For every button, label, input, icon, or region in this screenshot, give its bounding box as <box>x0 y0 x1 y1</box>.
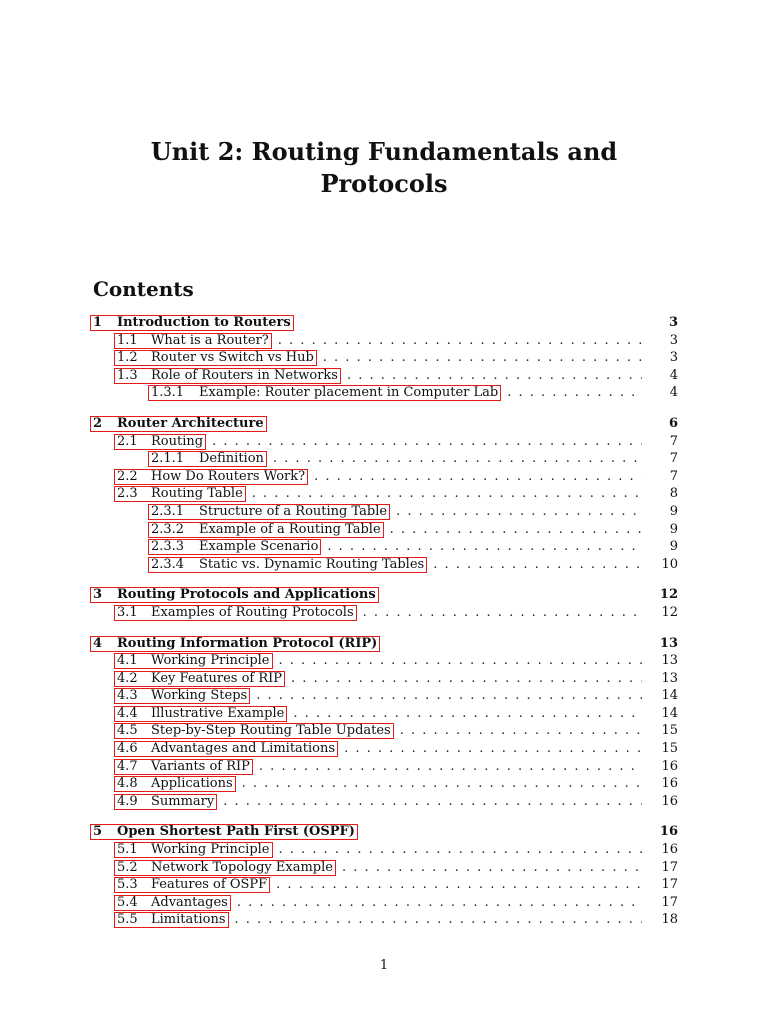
toc-entry-title: Key Features of RIP <box>151 670 283 686</box>
toc-entry-page: 15 <box>661 741 678 757</box>
toc-link[interactable] <box>114 333 272 349</box>
toc-entry-title: Routing Protocols and Applications <box>117 587 376 603</box>
toc-entry-number: 2 <box>93 415 103 431</box>
toc-entry-title: Introduction to Routers <box>117 315 291 330</box>
toc-entry-number: 4.6 <box>117 741 138 757</box>
toc-entry-page: 3 <box>669 350 678 366</box>
toc-entry-page: 7 <box>669 433 678 449</box>
toc-entry-title: Limitations <box>151 912 226 928</box>
toc-dot-leader <box>242 776 642 791</box>
toc-entry-number: 2.3.3 <box>151 539 185 555</box>
toc-dot-leader <box>212 434 642 449</box>
toc-link[interactable] <box>148 385 501 401</box>
toc-entry-number: 2.3 <box>117 486 138 502</box>
toc-entry-title: How Do Routers Work? <box>151 468 306 484</box>
toc-entry-number: 1 <box>93 315 103 330</box>
toc-subsection-entry <box>90 368 678 386</box>
toc-link[interactable] <box>114 895 231 911</box>
toc-entry-title: Router vs Switch vs Hub <box>151 350 314 366</box>
toc-entry-title: Role of Routers in Networks <box>151 367 338 383</box>
toc-entry-page: 6 <box>668 415 678 431</box>
toc-dot-leader <box>237 895 642 910</box>
toc-entry-number: 5 <box>93 824 103 840</box>
toc-entry-title: Router Architecture <box>117 415 264 431</box>
toc-entry-title: Working Principle <box>151 842 270 858</box>
toc-entry-title: Variants of RIP <box>151 758 250 774</box>
toc-subsection-entry <box>90 759 678 777</box>
toc-entry-title: Summary <box>151 793 215 809</box>
toc-entry-number: 1.3.1 <box>151 385 185 401</box>
toc-link[interactable] <box>114 706 287 722</box>
toc-dot-leader <box>344 741 642 756</box>
toc-section-entry <box>90 824 678 842</box>
toc-entry-title: Structure of a Routing Table <box>199 503 388 519</box>
toc-link[interactable] <box>148 504 390 520</box>
toc-link[interactable] <box>114 653 273 669</box>
toc-link[interactable] <box>90 416 267 432</box>
toc-link[interactable] <box>114 368 341 384</box>
toc-entry-page: 13 <box>661 670 678 686</box>
toc-dot-leader <box>390 522 642 537</box>
toc-subsection-entry <box>90 504 678 522</box>
toc-link[interactable] <box>114 671 285 687</box>
toc-entry-number: 4.1 <box>117 653 138 669</box>
toc-section-entry <box>90 315 678 333</box>
toc-entry-title: Working Principle <box>151 653 270 669</box>
toc-entry-number: 4.4 <box>117 705 138 721</box>
toc-entry-page: 13 <box>659 635 678 651</box>
toc-entry-title: Definition <box>199 451 264 467</box>
toc-subsection-entry <box>90 333 678 351</box>
toc-entry-page: 9 <box>669 503 678 519</box>
toc-entry-number: 1.3 <box>117 367 138 383</box>
toc-dot-leader <box>433 557 642 572</box>
toc-link[interactable] <box>114 794 217 810</box>
toc-entry-number: 5.5 <box>117 912 138 928</box>
toc-entry-page: 13 <box>661 653 678 669</box>
toc-entry-page: 9 <box>669 521 678 537</box>
toc-dot-leader <box>347 368 642 383</box>
toc-subsection-entry <box>90 895 678 913</box>
toc-link[interactable] <box>114 842 273 858</box>
toc-entry-number: 4.5 <box>117 723 138 739</box>
document-title-line-2: Protocols <box>320 169 448 198</box>
toc-dot-leader <box>279 653 643 668</box>
toc-subsection-entry <box>90 842 678 860</box>
toc-entry-number: 2.3.1 <box>151 503 185 519</box>
toc-entry-title: Routing Table <box>151 486 243 502</box>
toc-subsection-entry <box>90 434 678 452</box>
toc-entry-title: Example: Router placement in Computer Lab <box>199 385 499 401</box>
toc-dot-leader <box>252 486 642 501</box>
toc-entry-page: 16 <box>661 842 678 858</box>
contents-heading: Contents <box>93 277 194 301</box>
toc-dot-leader <box>363 605 642 620</box>
toc-link[interactable] <box>148 522 384 538</box>
toc-link[interactable] <box>90 587 379 603</box>
toc-subsection-entry <box>90 688 678 706</box>
toc-subsection-entry <box>90 350 678 368</box>
toc-entry-page: 17 <box>661 877 678 893</box>
toc-entry-title: Network Topology Example <box>151 859 333 875</box>
toc-subsection-entry <box>90 723 678 741</box>
toc-entry-page: 9 <box>669 539 678 555</box>
toc-entry-page: 16 <box>661 776 678 792</box>
toc-subsection-entry <box>90 653 678 671</box>
toc-entry-title: Working Steps <box>151 688 248 704</box>
toc-entry-title: Static vs. Dynamic Routing Tables <box>199 556 425 572</box>
toc-link[interactable] <box>114 486 246 502</box>
toc-entry-number: 2.2 <box>117 468 138 484</box>
toc-dot-leader <box>314 469 642 484</box>
toc-entry-title: Examples of Routing Protocols <box>151 604 354 620</box>
toc-entry-number: 3.1 <box>117 604 138 620</box>
toc-link[interactable] <box>90 824 358 840</box>
toc-entry-page: 3 <box>669 332 678 348</box>
toc-entry-page: 10 <box>661 556 678 572</box>
toc-entry-title: Features of OSPF <box>151 877 268 893</box>
toc-dot-leader <box>327 539 642 554</box>
toc-subsection-entry <box>90 877 678 895</box>
toc-entry-page: 12 <box>659 587 678 603</box>
toc-entry-page: 7 <box>669 468 678 484</box>
toc-entry-title: Open Shortest Path First (OSPF) <box>117 824 355 840</box>
toc-link[interactable] <box>114 860 336 876</box>
toc-entry-number: 5.2 <box>117 859 138 875</box>
toc-entry-page: 4 <box>669 385 678 401</box>
toc-subsection-entry <box>90 741 678 759</box>
toc-section-entry <box>90 587 678 605</box>
toc-section-entry <box>90 416 678 434</box>
toc-entry-title: Illustrative Example <box>151 705 285 721</box>
toc-link[interactable] <box>148 539 321 555</box>
document-title-line-1: Unit 2: Routing Fundamentals and <box>150 137 618 166</box>
page-number: 1 <box>379 958 389 973</box>
toc-link[interactable] <box>114 350 317 366</box>
toc-entry-page: 7 <box>669 451 678 467</box>
toc-entry-number: 4.2 <box>117 670 138 686</box>
toc-entry-title: Advantages and Limitations <box>151 741 336 757</box>
toc-dot-leader <box>273 451 642 466</box>
toc-section-entry <box>90 636 678 654</box>
toc-entry-page: 3 <box>668 315 678 330</box>
toc-dot-leader <box>276 877 642 892</box>
toc-entry-title: Example Scenario <box>199 539 319 555</box>
toc-entry-number: 2.1.1 <box>151 451 185 467</box>
toc-dot-leader <box>278 333 642 348</box>
toc-entry-page: 8 <box>669 486 678 502</box>
toc-dot-leader <box>507 385 642 400</box>
toc-subsection-entry <box>90 776 678 794</box>
toc-entry-page: 16 <box>661 758 678 774</box>
toc-entry-page: 15 <box>661 723 678 739</box>
toc-entry-title: Step-by-Step Routing Table Updates <box>151 723 391 739</box>
toc-subsection-entry <box>90 794 678 812</box>
toc-entry-page: 4 <box>669 367 678 383</box>
toc-subsection-entry <box>90 385 678 403</box>
toc-entry-number: 2.1 <box>117 433 138 449</box>
toc-entry-title: Advantages <box>151 894 228 910</box>
toc-entry-title: Applications <box>151 776 233 792</box>
toc-dot-leader <box>400 723 642 738</box>
toc-entry-number: 4.7 <box>117 758 138 774</box>
toc-entry-page: 14 <box>661 688 678 704</box>
toc-dot-leader <box>256 688 642 703</box>
toc-link[interactable] <box>114 688 250 704</box>
toc-dot-leader <box>235 912 642 927</box>
toc-entry-page: 18 <box>661 912 678 928</box>
toc-entry-page: 14 <box>661 705 678 721</box>
toc-link[interactable] <box>114 741 338 757</box>
toc-entry-title: Example of a Routing Table <box>199 521 381 537</box>
toc-entry-title: Routing Information Protocol (RIP) <box>117 635 378 651</box>
toc-link[interactable] <box>114 605 357 621</box>
table-of-contents <box>90 315 678 930</box>
toc-dot-leader <box>293 706 642 721</box>
toc-entry-title: What is a Router? <box>151 332 269 348</box>
toc-entry-number: 5.1 <box>117 842 138 858</box>
toc-entry-number: 3 <box>93 587 103 603</box>
toc-link[interactable] <box>90 636 380 652</box>
toc-subsection-entry <box>90 539 678 557</box>
toc-subsection-entry <box>90 605 678 623</box>
toc-entry-number: 4.9 <box>117 793 138 809</box>
toc-entry-number: 1.2 <box>117 350 138 366</box>
toc-subsection-entry <box>90 671 678 689</box>
toc-entry-number: 4.3 <box>117 688 138 704</box>
toc-dot-leader <box>342 860 642 875</box>
toc-link[interactable] <box>114 469 308 485</box>
toc-entry-page: 16 <box>659 824 678 840</box>
toc-entry-title: Routing <box>151 433 204 449</box>
toc-subsection-entry <box>90 469 678 487</box>
toc-dot-leader <box>259 759 642 774</box>
toc-subsection-entry <box>90 860 678 878</box>
toc-link[interactable] <box>114 912 229 928</box>
toc-link[interactable] <box>148 451 267 467</box>
toc-dot-leader <box>223 794 642 809</box>
toc-subsection-entry <box>90 912 678 930</box>
toc-entry-number: 2.3.4 <box>151 556 185 572</box>
toc-dot-leader <box>279 842 643 857</box>
toc-entry-number: 4.8 <box>117 776 138 792</box>
toc-dot-leader <box>323 350 642 365</box>
toc-subsection-entry <box>90 522 678 540</box>
toc-subsection-entry <box>90 706 678 724</box>
toc-link[interactable] <box>114 776 236 792</box>
toc-link[interactable] <box>114 723 394 739</box>
toc-subsection-entry <box>90 451 678 469</box>
toc-link[interactable] <box>114 877 270 893</box>
toc-link[interactable] <box>90 315 294 331</box>
toc-entry-page: 16 <box>661 793 678 809</box>
document-title <box>0 136 768 200</box>
toc-dot-leader <box>291 671 642 686</box>
toc-subsection-entry <box>90 486 678 504</box>
toc-subsection-entry <box>90 557 678 575</box>
toc-entry-number: 1.1 <box>117 332 138 348</box>
toc-entry-number: 5.4 <box>117 894 138 910</box>
toc-entry-number: 4 <box>93 635 103 651</box>
toc-entry-page: 17 <box>661 894 678 910</box>
toc-link[interactable] <box>148 557 427 573</box>
toc-link[interactable] <box>114 759 253 775</box>
toc-entry-number: 5.3 <box>117 877 138 893</box>
toc-entry-page: 12 <box>661 604 678 620</box>
toc-entry-page: 17 <box>661 859 678 875</box>
toc-entry-number: 2.3.2 <box>151 521 185 537</box>
toc-dot-leader <box>396 504 642 519</box>
toc-link[interactable] <box>114 434 206 450</box>
